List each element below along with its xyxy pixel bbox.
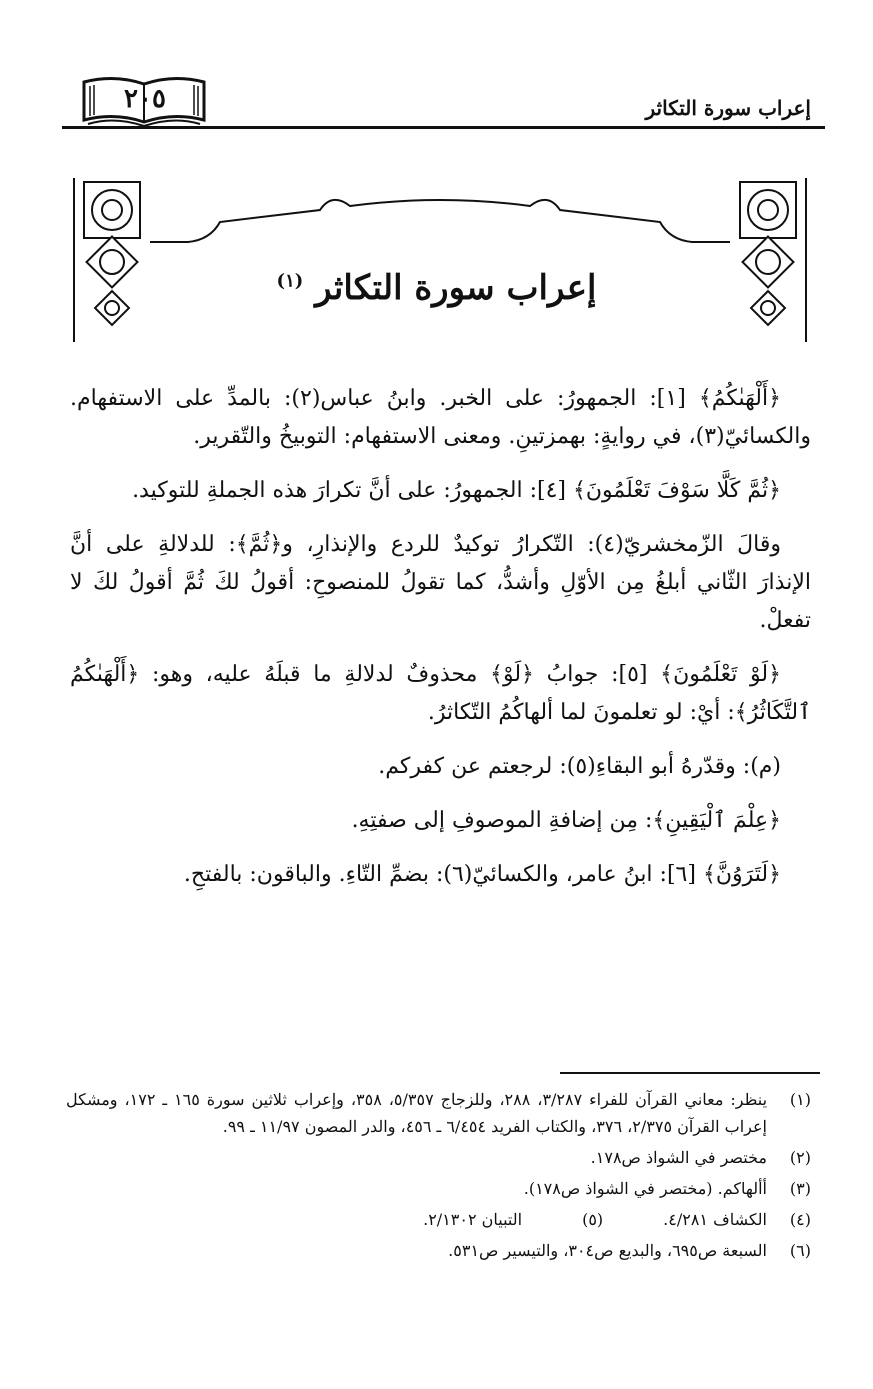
paragraph: ﴿أَلْهَىٰكُمُ﴾ [١]: الجمهورُ: على الخبر. وابنُ عباس(٢): بالمدِّ على الاستفهام. والكسائيّ(٣)، في روايةٍ: بهمزتينِ. ومعنى الاستفهام: التوبيخُ والتّقرير. [70, 386, 811, 449]
paragraph: ﴿لَوْ تَعْلَمُونَ﴾ [٥]: جوابُ ﴿لَوْ﴾ محذوفٌ لدلالةِ ما قبلَهُ عليه، وهو: ﴿أَلْهَىٰكُمُ ٱلتَّكَاثُرُ﴾: أيْ: لو تعلمونَ لما ألهاكُمُ التّكاثرُ. [70, 662, 811, 725]
body-text [70, 380, 811, 910]
footnote-number: (٣) [789, 1179, 811, 1198]
footnote-item [66, 1175, 811, 1202]
paragraph: ﴿عِلْمَ ٱلْيَقِينِ﴾: مِن إضافةِ الموصوفِ إلى صفتِهِ. [351, 808, 781, 833]
page-number: ٢٠٥ [124, 84, 166, 114]
footnote-number: (٤) [789, 1210, 811, 1229]
paragraph: وقالَ الزّمخشريّ(٤): التّكرارُ توكيدٌ للردع والإنذارِ، و﴿ثُمَّ﴾: للدلالةِ على أنَّ الإنذارَ الثّاني أبلغُ مِن الأوّلِ وأشدُّ، كما تقولُ للمنصوحِ: أقولُ لكَ ثُمَّ أقولُ لكَ لا تفعلْ. [70, 532, 811, 633]
footnote-text: ينظر: معاني القرآن للفراء ٣/٢٨٧، ٢٨٨، وللزجاج ٥/٣٥٧، ٣٥٨، وإعراب ثلاثين سورة ١٦٥ ـ ١٧٢، ومشكل إعراب القرآن ٢/٣٧٥، ٣٧٦، والكتاب الفريد ٦/٤٥٤ ـ ٤٥٦، والدر المصون ١١/٩٧ ـ ٩٩. [66, 1090, 768, 1136]
header-divider [62, 126, 825, 129]
footnote-text: التبيان ٢/١٣٠٢. [423, 1210, 523, 1229]
footnote-item [66, 1237, 811, 1264]
surah-title [0, 268, 873, 308]
footnote-item [66, 1144, 811, 1171]
surah-title-text: إعراب سورة التكاثر [315, 268, 597, 308]
footnotes [66, 1086, 811, 1268]
footnote-text: أألهاكم. (مختصر في الشواذ ص١٧٨). [523, 1179, 767, 1198]
footnote-text-pair [66, 1206, 767, 1233]
footnote-number: (٢) [789, 1148, 811, 1167]
footnote-number: (١) [789, 1090, 811, 1109]
footnote-number: (٦) [789, 1241, 811, 1260]
title-footnote-ref: (١) [276, 270, 304, 292]
title-ornament-frame [70, 172, 810, 352]
footnote-text: مختصر في الشواذ ص١٧٨. [590, 1148, 767, 1167]
footnote-number: (٥) [582, 1210, 604, 1229]
footnote-text: الكشاف ٤/٢٨١. [663, 1210, 767, 1229]
footnote-divider [560, 1072, 820, 1074]
paragraph: (م): وقدّرهُ أبو البقاءِ(٥): لرجعتم عن كفركم. [378, 754, 781, 779]
footnote-item [66, 1086, 811, 1140]
footnote-item [66, 1206, 811, 1233]
paragraph: ﴿ثُمَّ كَلَّا سَوْفَ تَعْلَمُونَ﴾ [٤]: الجمهورُ: على أنَّ تكرارَ هذه الجملةِ للتوكيد. [132, 478, 781, 503]
paragraph: ﴿لَتَرَوُنَّ﴾ [٦]: ابنُ عامر، والكسائيّ(٦): بضمِّ التّاءِ. والباقون: بالفتحِ. [183, 862, 781, 887]
running-header-title: إعراب سورة التكاثر [645, 96, 811, 120]
footnote-text: السبعة ص٦٩٥، والبديع ص٣٠٤، والتيسير ص٥٣١. [448, 1241, 767, 1260]
